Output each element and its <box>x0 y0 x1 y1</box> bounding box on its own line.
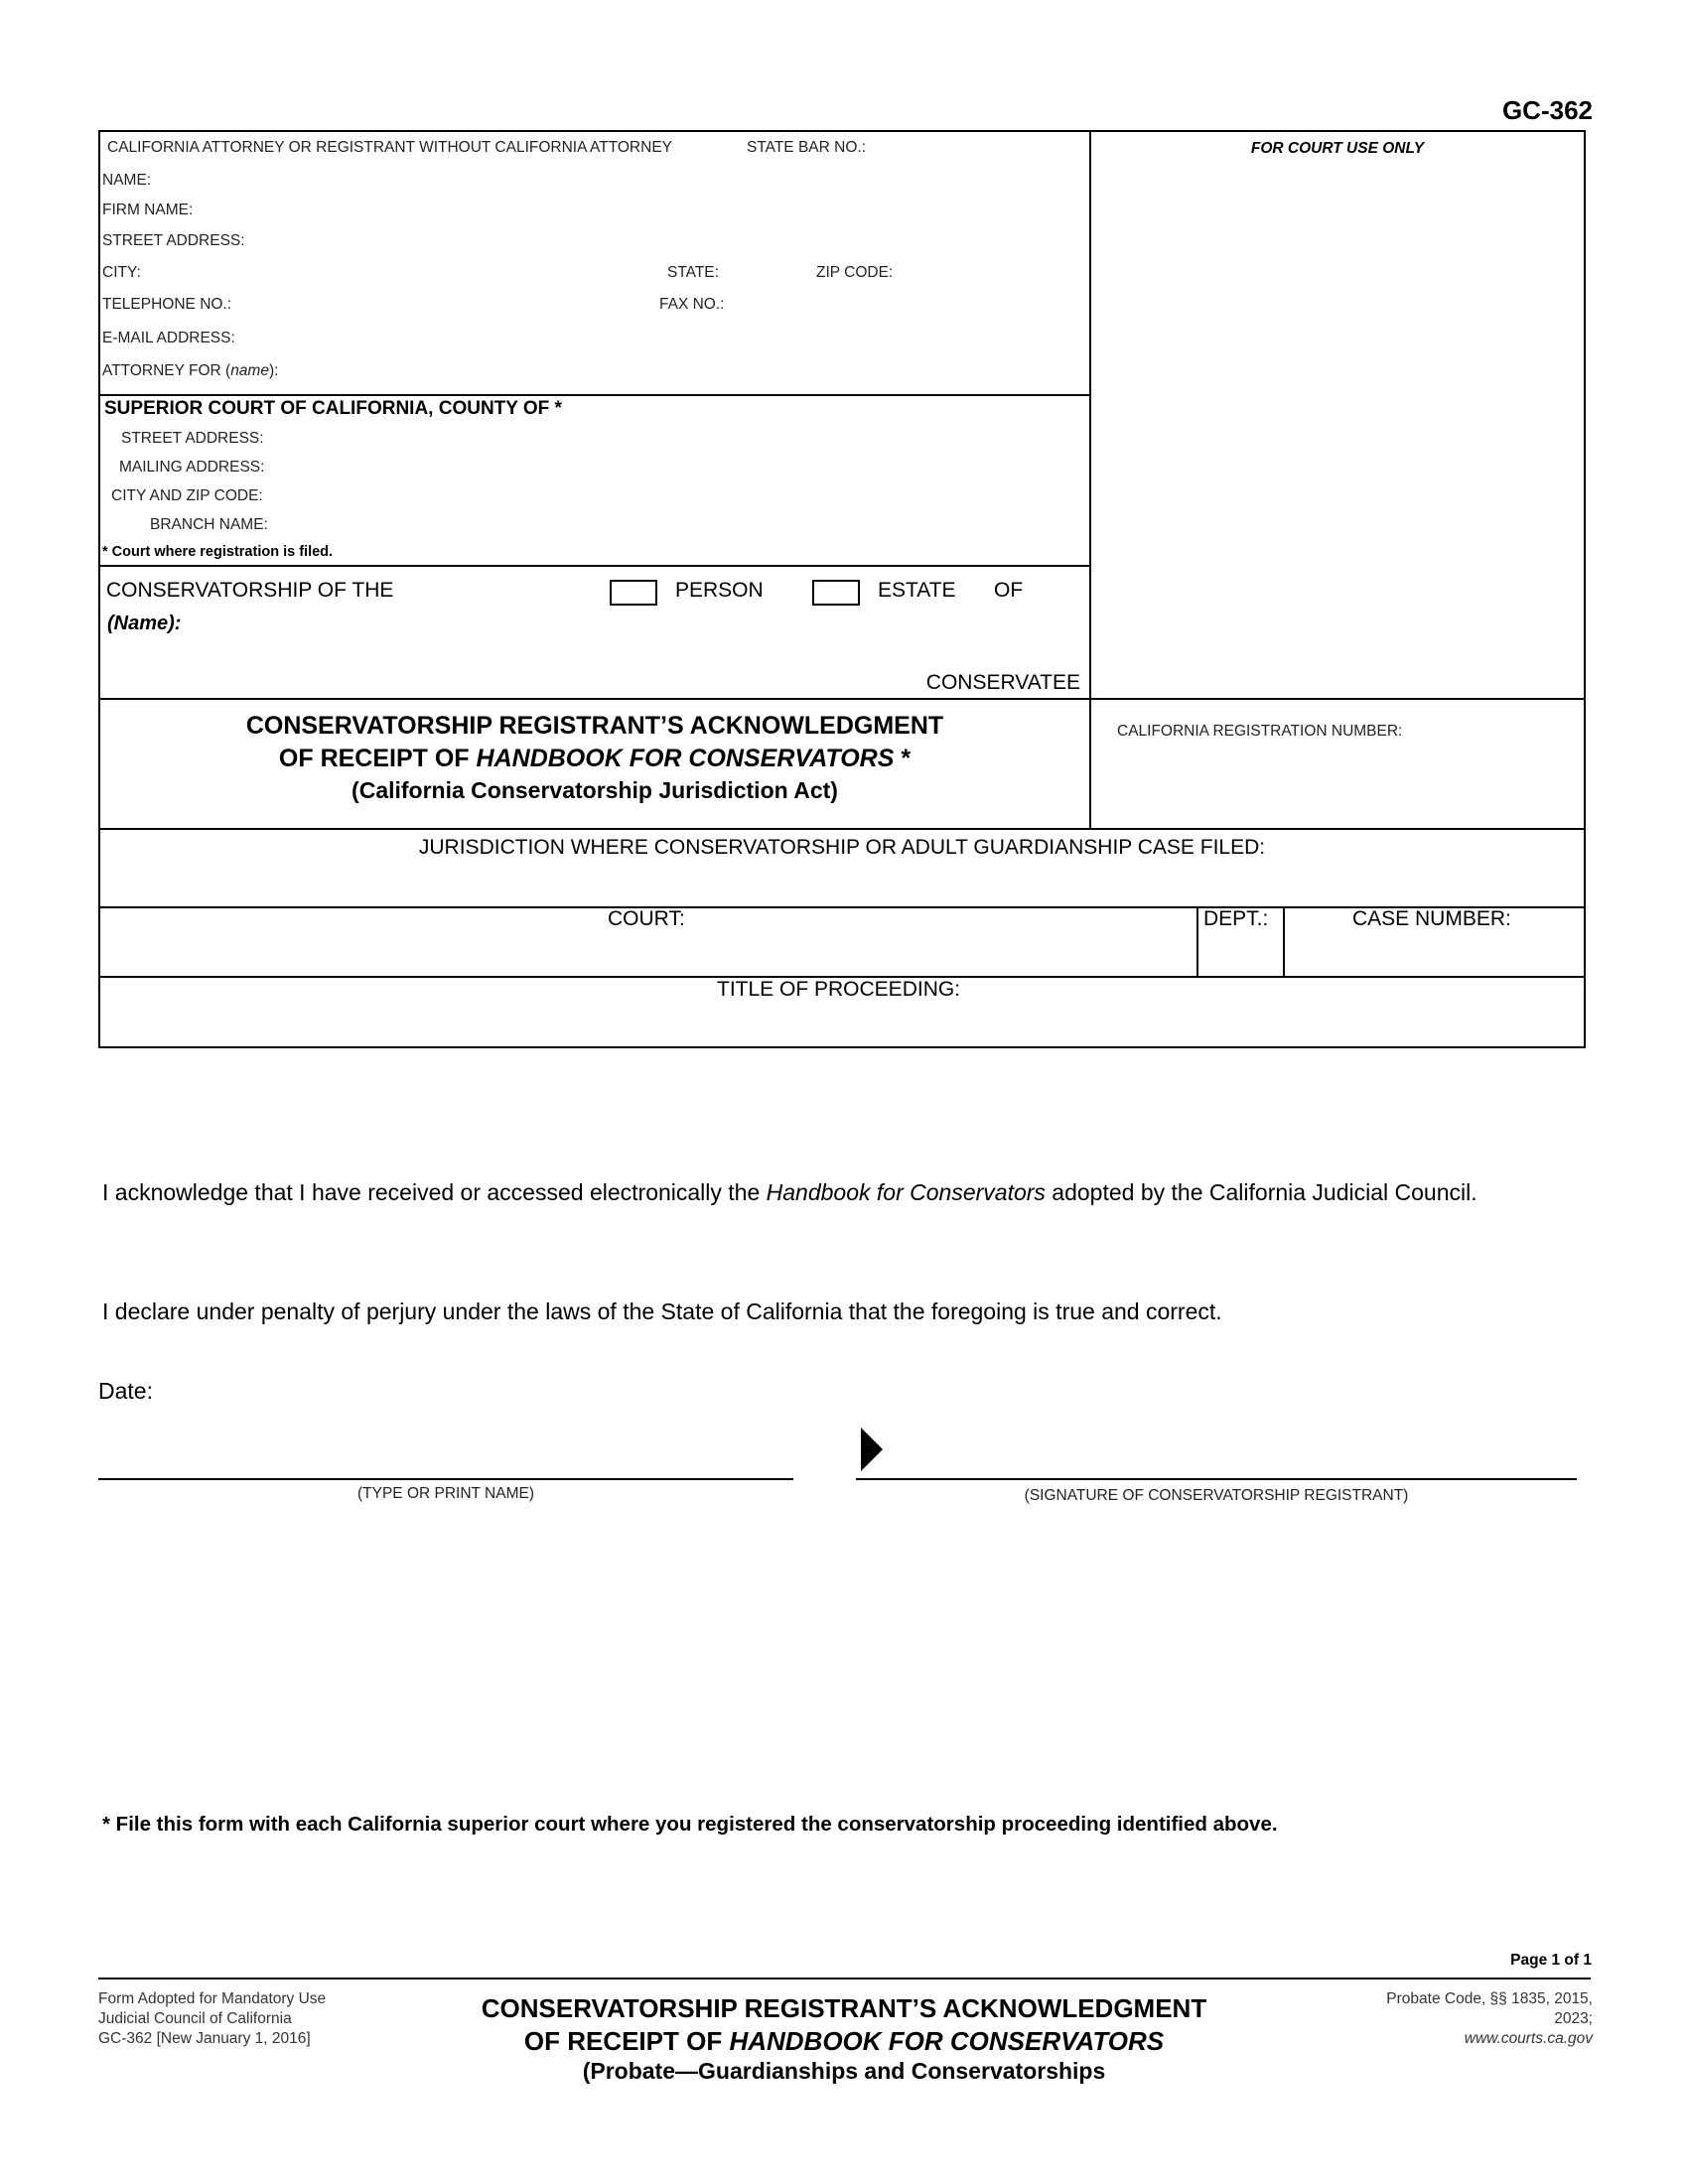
form-title-line1: CONSERVATORSHIP REGISTRANT’S ACKNOWLEDGMENT <box>245 712 944 740</box>
footer-title-line3: (Probate—Guardianships and Conservatorships <box>582 2058 1106 2084</box>
court-use-block <box>1089 130 1586 700</box>
name-label: NAME: <box>102 172 152 189</box>
case-number-divider <box>1283 906 1285 976</box>
form-title-line2 <box>98 743 1091 775</box>
street-address-label: STREET ADDRESS: <box>102 232 245 249</box>
print-name-line[interactable] <box>98 1478 793 1480</box>
declaration-statement: I declare under penalty of perjury under the laws of the State of California that the foregoing is true and correct. <box>102 1298 1222 1324</box>
name-caption-label: (Name): <box>107 613 182 634</box>
zip-code-label: ZIP CODE: <box>816 264 894 281</box>
signature-arrow-icon <box>861 1428 883 1471</box>
signature-line[interactable] <box>856 1478 1577 1480</box>
signature-caption: (SIGNATURE OF CONSERVATORSHIP REGISTRANT) <box>1024 1487 1409 1504</box>
state-bar-label: STATE BAR NO.: <box>747 139 866 156</box>
of-label: OF <box>994 579 1024 602</box>
jurisdiction-header: JURISDICTION WHERE CONSERVATORSHIP OR ADULT GUARDIANSHIP CASE FILED: <box>418 836 1266 859</box>
form-title-line2-italic: HANDBOOK FOR CONSERVATORS <box>476 745 895 772</box>
form-title-line3: (California Conservatorship Jurisdiction Act) <box>352 777 838 803</box>
form-title-line2-end: * <box>894 745 912 772</box>
fax-label: FAX NO.: <box>659 296 725 313</box>
date-label: Date: <box>98 1378 153 1404</box>
person-label: PERSON <box>675 579 764 602</box>
conservatee-label: CONSERVATEE <box>925 671 1080 694</box>
footer-title-line2-italic: HANDBOOK FOR CONSERVATORS <box>729 2026 1165 2056</box>
court-use-label: FOR COURT USE ONLY <box>1250 140 1425 157</box>
ack-end: adopted by the California Judicial Council. <box>1045 1179 1477 1205</box>
dept-label: DEPT.: <box>1203 907 1269 930</box>
footer-right <box>1386 1989 1593 2049</box>
file-note: * File this form with each California superior court where you registered the conservatorship proceeding identified above. <box>102 1813 1278 1836</box>
email-label: E-MAIL ADDRESS: <box>102 330 235 346</box>
attorney-block <box>98 130 1091 396</box>
ack-italic: Handbook for Conservators <box>766 1179 1046 1205</box>
form-title <box>98 710 1091 804</box>
footer-left-line1: Form Adopted for Mandatory Use <box>98 1990 327 2007</box>
registration-block <box>1089 698 1586 830</box>
form-title-line2-start: OF RECEIPT OF <box>278 745 477 772</box>
firm-name-label: FIRM NAME: <box>102 202 194 218</box>
court-mailing-label: MAILING ADDRESS: <box>119 459 265 476</box>
court-city-zip-label: CITY AND ZIP CODE: <box>111 487 263 504</box>
footer-right-line1: Probate Code, §§ 1835, 2015, <box>1386 1990 1593 2007</box>
footer-left-line2: Judicial Council of California <box>98 2010 292 2027</box>
dept-divider <box>1196 906 1198 976</box>
footer-right-line3: www.courts.ca.gov <box>1464 2030 1593 2047</box>
footer-title-line1: CONSERVATORSHIP REGISTRANT’S ACKNOWLEDGMENT <box>481 1993 1207 2023</box>
ack-start: I acknowledge that I have received or accessed electronically the <box>102 1179 767 1205</box>
estate-checkbox[interactable] <box>812 580 860 606</box>
city-label: CITY: <box>102 264 141 281</box>
court-note: * Court where registration is filed. <box>102 544 334 560</box>
footer-title-line2-start: OF RECEIPT OF <box>523 2026 730 2056</box>
state-label: STATE: <box>667 264 719 281</box>
case-number-label: CASE NUMBER: <box>1352 907 1511 930</box>
court-street-label: STREET ADDRESS: <box>121 430 264 447</box>
jurisdiction-block <box>98 828 1586 1048</box>
footer-title-line2 <box>397 2025 1291 2058</box>
attorney-for-text: ATTORNEY FOR ( <box>102 362 231 379</box>
superior-court-title: SUPERIOR COURT OF CALIFORNIA, COUNTY OF * <box>104 398 562 419</box>
title-of-proceeding-label: TITLE OF PROCEEDING: <box>717 978 961 1001</box>
form-number: GC-362 <box>1501 95 1593 125</box>
conservatorship-of-the-label: CONSERVATORSHIP OF THE <box>106 579 394 602</box>
attorney-for-label <box>102 362 278 380</box>
court-block <box>98 394 1091 567</box>
footer-left <box>98 1989 326 2049</box>
page-number: Page 1 of 1 <box>1510 1952 1592 1969</box>
footer-divider <box>98 1978 1591 1979</box>
registration-number-label: CALIFORNIA REGISTRATION NUMBER: <box>1117 723 1403 740</box>
print-name-caption: (TYPE OR PRINT NAME) <box>357 1485 534 1502</box>
footer-right-line2: 2023; <box>1554 2010 1593 2027</box>
attorney-for-name: name <box>230 362 269 379</box>
estate-label: ESTATE <box>878 579 956 602</box>
court-branch-label: BRANCH NAME: <box>150 516 268 533</box>
attorney-for-end: ): <box>268 362 279 379</box>
footer-title <box>397 1992 1291 2085</box>
footer-left-line3: GC-362 [New January 1, 2016] <box>98 2030 311 2047</box>
acknowledgment-statement <box>102 1177 1522 1207</box>
person-checkbox[interactable] <box>610 580 657 606</box>
court-label: COURT: <box>608 907 685 930</box>
attorney-header: CALIFORNIA ATTORNEY OR REGISTRANT WITHOUT CALIFORNIA ATTORNEY <box>107 139 672 156</box>
telephone-label: TELEPHONE NO.: <box>102 296 232 313</box>
